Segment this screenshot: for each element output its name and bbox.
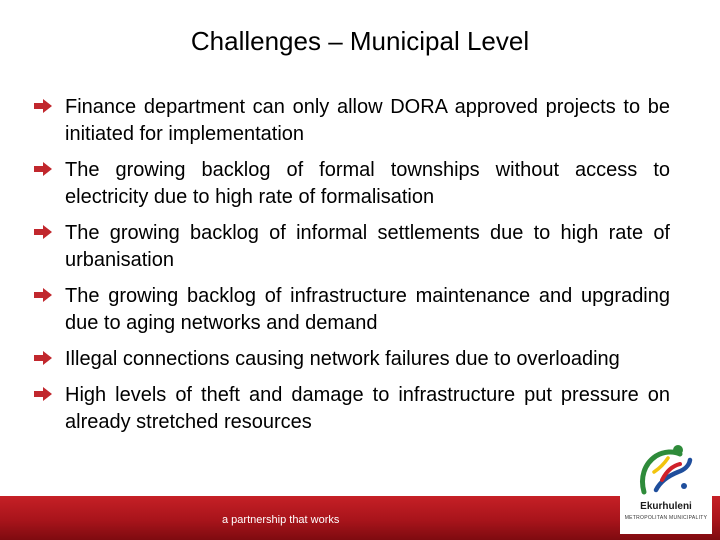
logo: [620, 442, 712, 534]
bullet-item: [34, 346, 670, 373]
bullet-item: [34, 382, 670, 436]
red-arrow-icon: [34, 99, 52, 113]
footer-tagline: a partnership that works: [222, 514, 340, 526]
bullet-item: [34, 157, 670, 211]
bullet-text: Finance department can only allow DORA approved projects to be initiated for implementation: [65, 96, 670, 145]
bullet-text: The growing backlog of informal settlements due to high rate of urbanisation: [65, 222, 670, 271]
bullet-text: The growing backlog of infrastructure maintenance and upgrading due to aging networks and demand: [65, 285, 670, 334]
bullet-text: High levels of theft and damage to infrastructure put pressure on already stretched resources: [65, 384, 670, 433]
bullet-item: [34, 94, 670, 148]
red-arrow-icon: [34, 387, 52, 401]
red-arrow-icon: [34, 288, 52, 302]
slide-title: Challenges – Municipal Level: [190, 26, 530, 56]
red-arrow-icon: [34, 351, 52, 365]
bullet-text: The growing backlog of formal townships without access to electricity due to high rate of formalisation: [65, 159, 670, 208]
red-arrow-icon: [34, 225, 52, 239]
bullet-list: [34, 94, 670, 445]
ekurhuleni-logo-icon: [634, 442, 694, 500]
footer-band: [0, 496, 720, 540]
bullet-item: [34, 220, 670, 274]
logo-name: Ekurhuleni: [640, 501, 692, 512]
red-arrow-icon: [34, 162, 52, 176]
logo-tagline: METROPOLITAN MUNICIPALITY: [624, 515, 708, 521]
bullet-text: Illegal connections causing network failures due to overloading: [65, 348, 620, 370]
bullet-item: [34, 283, 670, 337]
